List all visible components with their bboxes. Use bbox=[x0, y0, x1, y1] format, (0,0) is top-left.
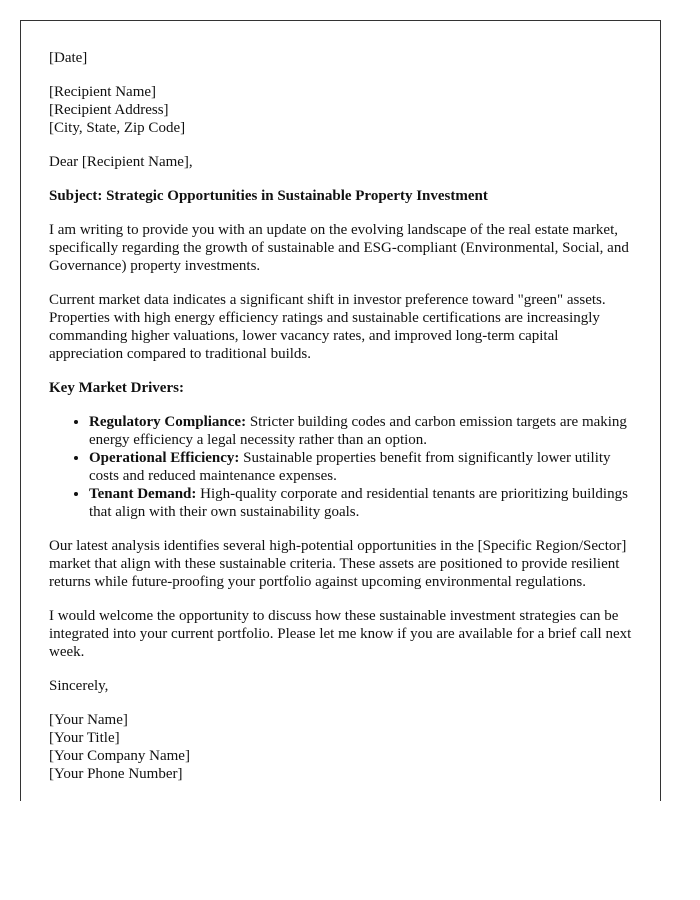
list-item bbox=[89, 413, 632, 449]
sender-phone: [Your Phone Number] bbox=[49, 766, 183, 782]
body-paragraph: I am writing to provide you with an update on the evolving landscape of the real estate market, specifically regarding the growth of sustainable and ESG-compliant (Environmental, Social, and Governance) property investments. bbox=[49, 222, 629, 274]
drivers-list bbox=[49, 413, 632, 521]
recipient-address: [Recipient Address] bbox=[49, 102, 169, 118]
recipient-block bbox=[49, 83, 632, 137]
list-item bbox=[89, 449, 632, 485]
recipient-city: [City, State, Zip Code] bbox=[49, 120, 186, 136]
sender-title: [Your Title] bbox=[49, 730, 120, 746]
driver-label: Operational Efficiency: bbox=[89, 450, 240, 466]
body-paragraph: Current market data indicates a significant shift in investor preference toward "green" assets. Properties with high energy efficiency ratings and sustainable certifications are increasingly commanding higher valuations, lower vacancy rates, and improved long-term capital appreciation compared to traditional builds. bbox=[49, 292, 606, 362]
subject-text: Subject: Strategic Opportunities in Sustainable Property Investment bbox=[49, 188, 488, 204]
sender-block bbox=[49, 711, 632, 783]
driver-text: High-quality corporate and residential tenants are prioritizing buildings that align with their own sustainability goals. bbox=[89, 486, 628, 520]
list-item bbox=[89, 485, 632, 521]
drivers-heading bbox=[49, 379, 632, 397]
salutation: Dear [Recipient Name], bbox=[49, 154, 193, 170]
driver-text: Sustainable properties benefit from significantly lower utility costs and reduced maintenance expenses. bbox=[89, 450, 611, 484]
letter-page bbox=[20, 20, 661, 801]
sender-name: [Your Name] bbox=[49, 712, 128, 728]
date: [Date] bbox=[49, 50, 88, 66]
body-paragraph: I would welcome the opportunity to discuss how these sustainable investment strategies can be integrated into your current portfolio. Please let me know if you are available for a brief call next week. bbox=[49, 608, 632, 660]
sender-company: [Your Company Name] bbox=[49, 748, 190, 764]
driver-text: Stricter building codes and carbon emission targets are making energy efficiency a legal necessity rather than an option. bbox=[89, 414, 627, 448]
driver-label: Regulatory Compliance: bbox=[89, 414, 247, 430]
recipient-name: [Recipient Name] bbox=[49, 84, 157, 100]
drivers-heading-text: Key Market Drivers: bbox=[49, 380, 184, 396]
subject-line bbox=[49, 187, 632, 205]
body-paragraph: Our latest analysis identifies several high-potential opportunities in the [Specific Region/Sector] market that align with these sustainable criteria. These assets are positioned to provide resilient returns while future-proofing your portfolio against upcoming environmental regulations. bbox=[49, 538, 627, 590]
driver-label: Tenant Demand: bbox=[89, 486, 197, 502]
signoff: Sincerely, bbox=[49, 678, 109, 694]
